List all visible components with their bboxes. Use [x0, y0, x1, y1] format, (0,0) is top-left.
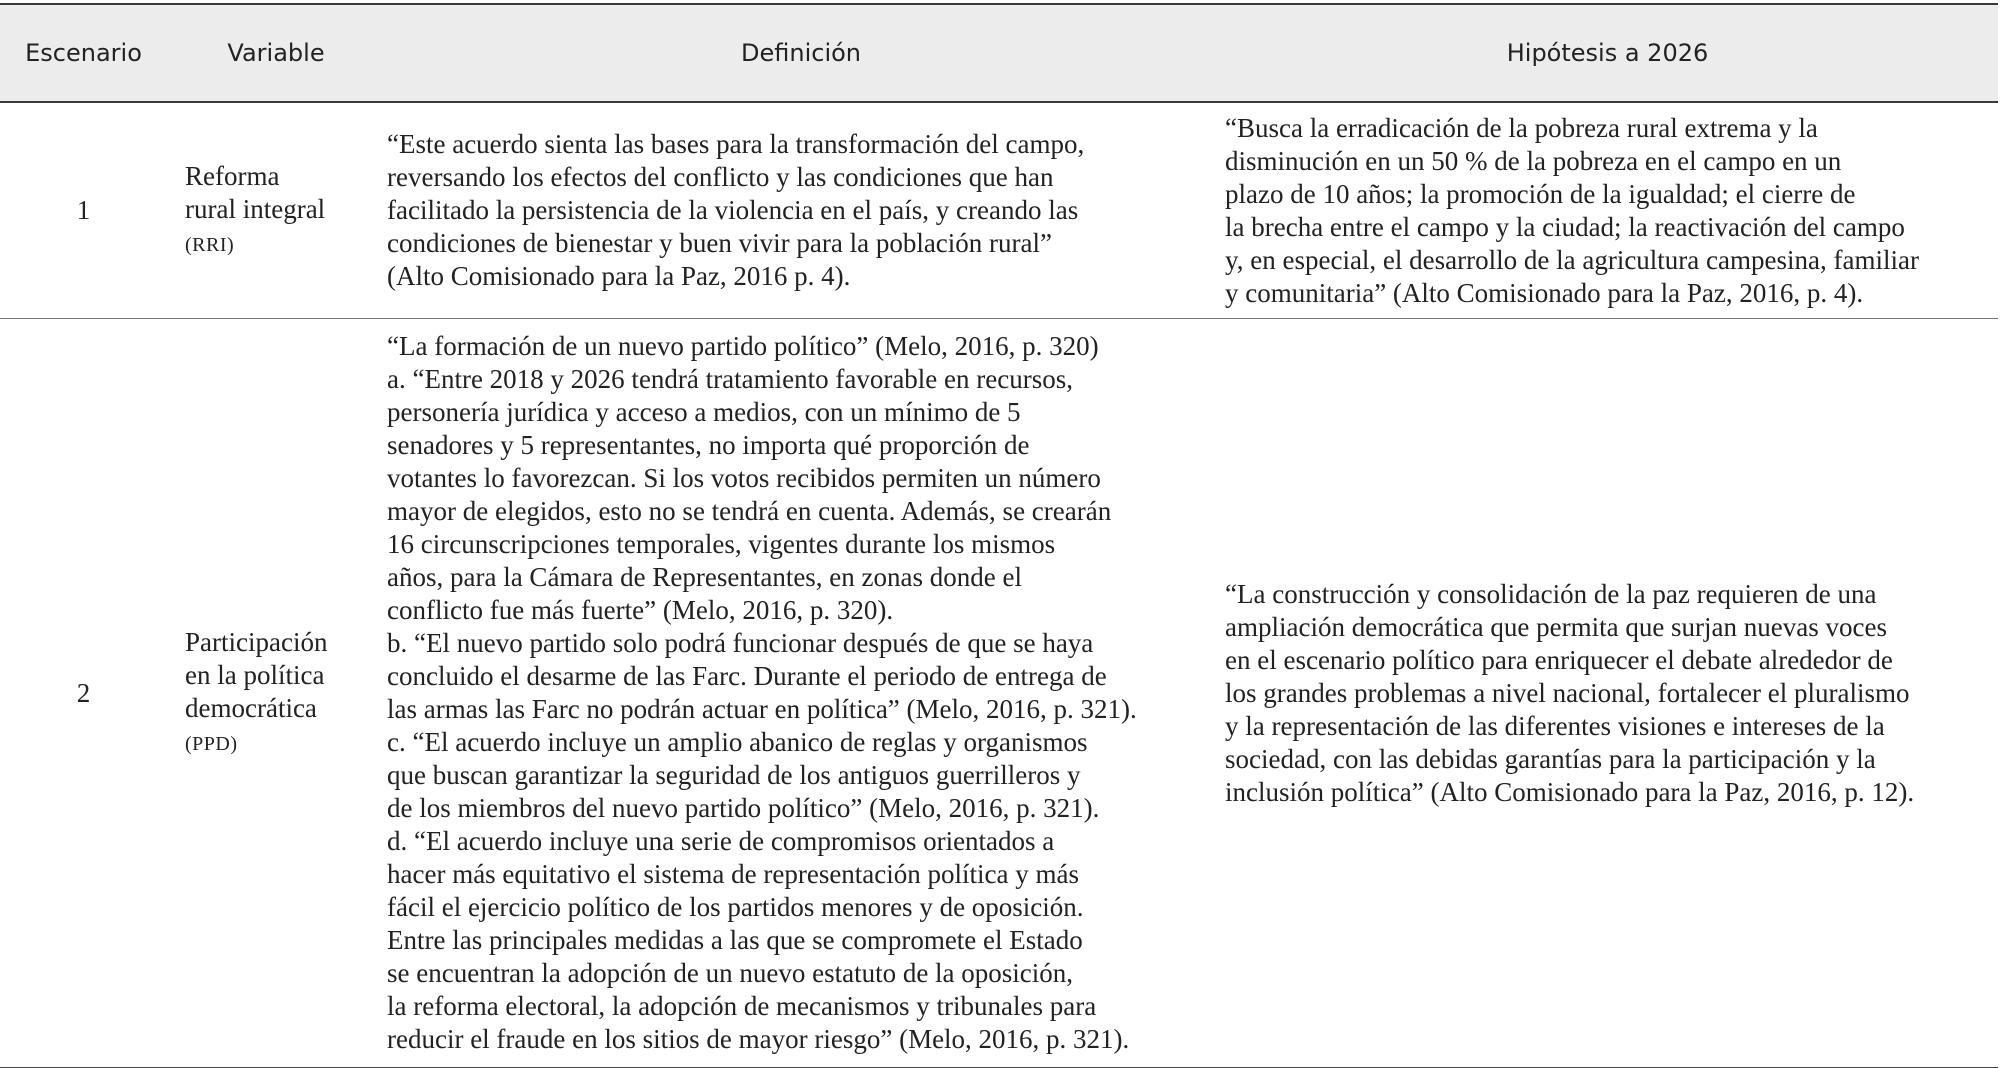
variable-name: Reforma rural integral — [185, 160, 326, 224]
cell-definicion: “La formación de un nuevo partido político” (Melo, 2016, p. 320) a. “Entre 2018 y 2026 tendrá tratamiento favorable en recursos, personería jurídica y acceso a medios, con un mínimo de 5 senadores y 5 representantes, no importa qué proporción de votantes lo favorezcan. Si los votos recibidos permiten un número mayor de elegidos, esto no se tendrá en cuenta. Además, se crearán 16 circunscripciones temporales, vigentes durante los mismos años, para la Cámara de Representantes, en zonas donde el conflicto fue más fuerte” (Melo, 2016, p. 320). b. “El nuevo partido solo podrá funcionar después de que se haya concluido el desarme de las Farc. Durante el periodo de entrega de las armas las Farc no podrán actuar en política” (Melo, 2016, p. 321). c. “El acuerdo incluye un amplio abanico de reglas y organismos que buscan garantizar la seguridad de los antiguos guerrilleros y de los miembros del nuevo partido político” (Melo, 2016, p. 321). d. “El acuerdo incluye una serie de compromisos orientados a hacer más equitativo el sistema de representación política y más fácil el ejercicio político de los partidos menores y de oposición. Entre las principales medidas a las que se compromete el Estado se encuentran la adopción de un nuevo estatuto de la oposición, la reforma electoral, la adopción de mecanismos y tribunales para reducir el fraude en los sitios de mayor riesgo” (Melo, 2016, p. 321). — [385, 319, 1217, 1068]
cell-hipotesis: “Busca la erradicación de la pobreza rural extrema y la disminución en un 50 % de la pobreza en el campo en un plazo de 10 años; la promoción de la igualdad; el cierre de la brecha entre el campo y la ciudad; la reactivación del campo y, en especial, el desarrollo de la agricultura campesina, familiar y comunitaria” (Alto Comisionado para la Paz, 2016, p. 4). — [1217, 102, 1998, 319]
cell-escenario: 2 — [0, 319, 167, 1068]
cell-hipotesis: “La construcción y consolidación de la paz requieren de una ampliación democrática que permita que surjan nuevas voces en el escenario político para enriquecer el debate alrededor de los grandes problemas a nivel nacional, fortalecer el pluralismo y la representación de las diferentes visiones e intereses de la sociedad, con las debidas garantías para la participación y la inclusión política” (Alto Comisionado para la Paz, 2016, p. 12). — [1217, 319, 1998, 1068]
table-body — [0, 102, 1998, 1068]
header-variable: Variable — [167, 4, 385, 102]
variable-name: Participación en la política democrática — [185, 626, 328, 723]
variable-abbreviation: (PPD) — [185, 732, 238, 755]
header-row — [0, 4, 1998, 102]
scenario-table — [0, 3, 1998, 1068]
cell-escenario: 1 — [0, 102, 167, 319]
cell-definicion: “Este acuerdo sienta las bases para la transformación del campo, reversando los efectos del conflicto y las condiciones que han facilitado la persistencia de la violencia en el país, y creando las condiciones de bienestar y buen vivir para la población rural” (Alto Comisionado para la Paz, 2016 p. 4). — [385, 102, 1217, 319]
header-escenario: Escenario — [0, 4, 167, 102]
table-row — [0, 102, 1998, 319]
table-header — [0, 4, 1998, 102]
table-row — [0, 319, 1998, 1068]
cell-variable — [167, 102, 385, 319]
header-hipotesis: Hipótesis a 2026 — [1217, 4, 1998, 102]
cell-variable — [167, 319, 385, 1068]
header-definicion: Definición — [385, 4, 1217, 102]
variable-abbreviation: (RRI) — [185, 233, 235, 256]
